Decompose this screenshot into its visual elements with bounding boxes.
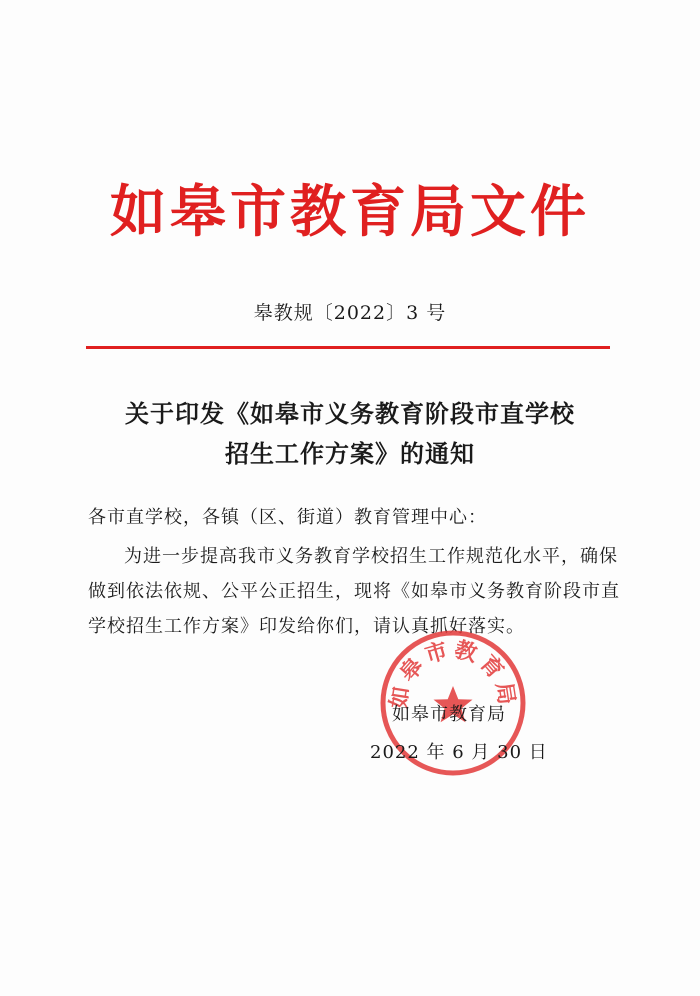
- notice-title-line-1: 关于印发《如皋市义务教育阶段市直学校: [125, 400, 575, 428]
- svg-text:如皋市教育局: 如皋市教育局: [386, 637, 520, 711]
- notice-title: [0, 394, 700, 474]
- body-line-2: 做到依法依规、公平公正招生，现将《如皋市义务教育阶段市直: [88, 581, 620, 602]
- notice-title-line-2: 招生工作方案》的通知: [225, 440, 475, 468]
- body-line-3: 学校招生工作方案》印发给你们，请认真抓好落实。: [88, 616, 525, 637]
- document-header-title: 如皋市教育局文件: [110, 179, 590, 245]
- addressee: 各市直学校，各镇（区、街道）教育管理中心：: [88, 507, 487, 528]
- red-divider: [86, 346, 610, 349]
- body-paragraph: [88, 539, 620, 644]
- issue-date: 2022 年 6 月 30 日: [370, 742, 548, 763]
- signature-issuer: 如皋市教育局: [392, 704, 506, 725]
- document-number: 皋教规〔2022〕3 号: [253, 302, 447, 324]
- body-line-1: 为进一步提高我市义务教育学校招生工作规范化水平，确保: [124, 546, 618, 567]
